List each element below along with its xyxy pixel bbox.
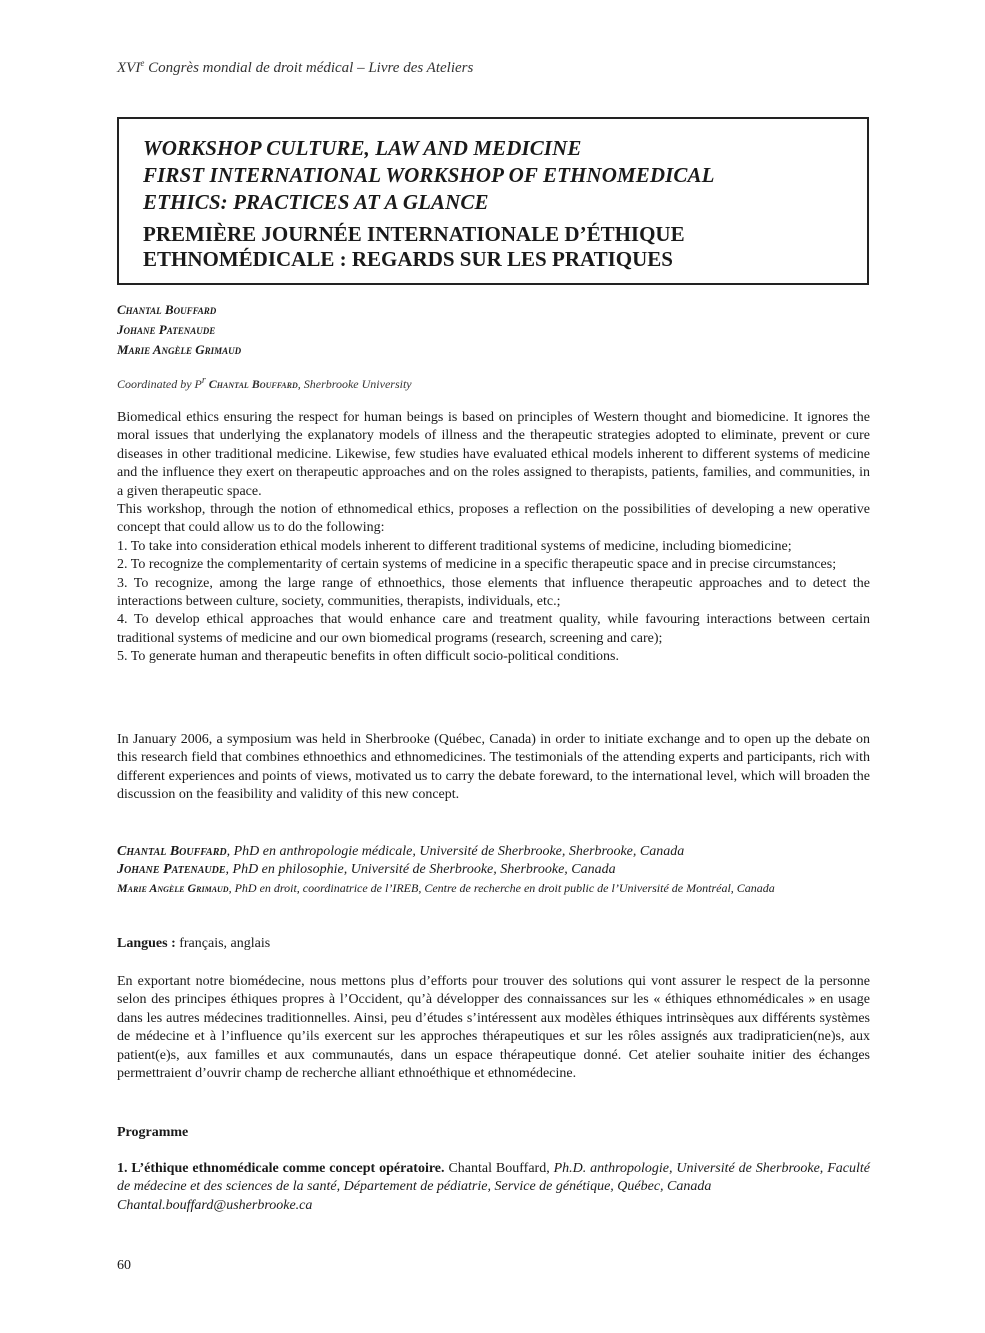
affiliation-line: Chantal Bouffard, PhD en anthropologie médicale, Université de Sherbrooke, Sherbrooke, Canada — [117, 844, 685, 859]
list-item: 5. To generate human and therapeutic benefits in often difficult socio-political conditions. — [117, 649, 619, 665]
author-name: Johane Patenaude — [117, 322, 216, 337]
coordinated-by: Coordinated by $P^r$ Chantal Bouffard, Sherbrooke University — [117, 375, 412, 391]
paragraph: Biomedical ethics ensuring the respect for human beings is based on principles of Western thought and biomedicine. It ignores the moral issues that underlying the explanatory models of illness and the therapeutic strategies adopted to eliminate, prevent or cure diseases in other traditional medicine. Likewise, few studies have evaluated ethical models inherent to different systems of medicine and the influence they exert on therapeutic approaches and on the roles assigned to therapists, patients, families, and communities, in a given therapeutic space. — [117, 410, 870, 499]
list-item: 3. To recognize, among the large range of ethnoethics, those elements that influence therapeutic approaches and to detect the interactions between culture, society, communities, therapists, individuals, etc.; — [117, 575, 870, 610]
programme-item: 1. L’éthique ethnomédicale comme concept opératoire. Chantal Bouffard, Ph.D. anthropologie, Université de Sherbrooke, Faculté de médecine et des sciences de la santé, Département de pédiatrie, Service de génétique, Québec, Canada Chantal.bouffard@usherbrooke.ca — [117, 1161, 870, 1213]
list-item: 2. To recognize the complementarity of certain systems of medicine in a specific therapeutic space and in precise circumstances; — [117, 557, 837, 573]
title-box — [117, 117, 869, 285]
title-french: PREMIÈRE JOURNÉE INTERNATIONALE D’ÉTHIQUE ETHNOMÉDICALE : REGARDS SUR LES PRATIQUES — [143, 222, 685, 271]
languages-line: Langues : français, anglais — [117, 936, 271, 951]
list-item: 4. To develop ethical approaches that would enhance care and treatment quality, while favouring interactions between certain traditional systems of medicine and our own biomedical programs (research, screening and care); — [117, 612, 870, 646]
paragraph: This workshop, through the notion of ethnomedical ethics, proposes a reflection on the possibilities of developing a new operative concept that could allow us to do the following: — [117, 502, 870, 536]
list-item: 1. To take into consideration ethical models inherent to different traditional systems of medicine, including biomedicine; — [117, 538, 792, 554]
affiliation-line: Johane Patenaude, PhD en philosophie, Université de Sherbrooke, Sherbrooke, Canada — [117, 862, 616, 878]
english-abstract — [117, 409, 870, 667]
email-text: Chantal.bouffard@usherbrooke.ca — [117, 1197, 313, 1213]
english-paragraph-symposium: In January 2006, a symposium was held in Sherbrooke (Québec, Canada) in order to initiate exchange and to open up the debate on this research field that combines ethnoethics and ethnomedicines. The testimonials of the attending experts and participants, rich with different experiences and points of views, motivated us to carry the debate foreward, to the international level, which will broaden the discussion on the feasibility and validity of this new concept. — [117, 732, 870, 803]
title-english: WORKSHOP CULTURE, LAW AND MEDICINE FIRST INTERNATIONAL WORKSHOP OF ETHNOMEDICAL ETHICS: PRACTICES AT A GLANCE — [143, 136, 715, 214]
affiliations — [117, 843, 870, 897]
author-name: Chantal Bouffard — [117, 302, 217, 317]
author-name: Marie Angèle Grimaud — [117, 342, 242, 357]
french-abstract: En exportant notre biomédecine, nous mettons plus d’efforts pour trouver des solutions qui vont assurer le respect de la personne selon des principes éthiques propres à l’Occident, qu’à développer des connaissances sur les « éthiques ethnomédicales » en usage dans les autres médecines traditionnelles. Ainsi, peu d’études s’intéressent aux modèles éthiques intrinsèques aux différents systèmes de médecine et à l’influence qu’ils exercent sur les approches thérapeutiques et sur les rôles assignés aux tradipraticien(ne)s, aux patient(e)s, aux familles et aux communautés, dans un espace thérapeutique donné. Cet atelier souhaite initier des échanges permettraient d’ouvrir champ de recherche alliant ethnoéthique et ethnomédecine. — [117, 974, 870, 1082]
affiliation-line: Marie Angèle Grimaud, PhD en droit, coordinatrice de l’IREB, Centre de recherche en droit public de l’Université de Montréal, Canada — [117, 880, 775, 895]
page-number: 60 — [117, 1258, 131, 1273]
running-head: XVIe Congrès mondial de droit médical – Livre des Ateliers — [117, 58, 474, 76]
author-list — [117, 300, 241, 360]
programme-heading: Programme — [117, 1125, 189, 1140]
